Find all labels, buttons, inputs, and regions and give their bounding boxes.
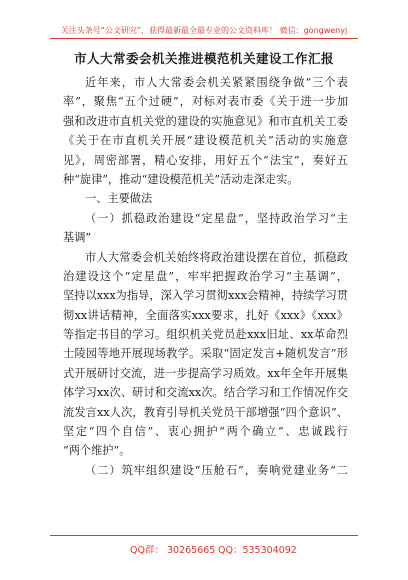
footer-qq-contact: QQ：535304092 [218,545,297,556]
body-line: 基调” [63,231,92,245]
body-line: “两个维护”。 [63,444,131,458]
body-line: 见》，周密部署，精心安排，用好五个“法宝”，奏好五 [63,153,348,167]
body-line: 体学习xx次、研讨和交流xx次。结合学习和工作情况作交 [63,386,348,400]
footer-qq-group: QQ群： 30265665 [130,545,216,556]
body-line: 种“旋律”，推动“建设模范机关”活动走深走实。 [63,172,299,186]
body-line: （一）抓稳政治建设“定星盘”，坚持政治学习“主 [85,211,348,225]
body-line: 《关于在市直机关开展“建设模范机关”活动的实施意 [63,134,348,148]
body-line: 士陵园等地开展现场教学。采取“固定发言+随机发言”形 [63,347,348,361]
page-header [0,0,408,46]
body-line: 坚定“四个自信”、衷心拥护“两个确立”、忠诚践行 [63,425,348,439]
footer-divider [50,535,358,536]
body-line: 治建设这个“定星盘”，牢牢把握政治学习“主基调”， [63,269,348,283]
page-footer [0,535,408,580]
document-title: 市人大常委会机关推进模范机关建设工作汇报 [73,51,334,66]
body-line: 流发言xx人次，教育引导机关党员干部增强“四个意识”、 [63,405,348,419]
document-body [63,73,348,480]
body-line: （二）筑牢组织建设“压舱石”，奏响党建业务“二 [85,463,348,477]
body-line: 一、主要做法 [85,192,153,206]
body-line: 近年来，市人大常委会机关紧紧围绕争做“三个表 [85,76,348,89]
body-line: 坚持以xxx为指导，深入学习贯彻xxx会精神，持续学习贯 [63,289,348,303]
body-line: 式开展研讨交流，进一步提高学习质效。xx年全年开展集 [63,366,348,380]
body-line: 强和改进市直机关党的建设的实施意见》和市直机关工委 [63,114,348,128]
header-promo-text: 关注头条号“公文研究”，获得最新最全最专业的公文资料库！ 微信：gongwenyj [60,26,348,35]
body-line: 彻xx讲话精神，全面落实xxx要求，扎好《xxx》《xxx》 [63,308,348,322]
body-line: 等指定书目的学习。组织机关党员赴xxx旧址、xx革命烈 [63,328,348,342]
body-line: 率”，聚焦“五个过硬”，对标对表市委《关于进一步加 [63,95,348,109]
body-line: 市人大常委会机关始终将政治建设摆在首位，抓稳政 [85,250,348,264]
header-divider [50,38,358,39]
